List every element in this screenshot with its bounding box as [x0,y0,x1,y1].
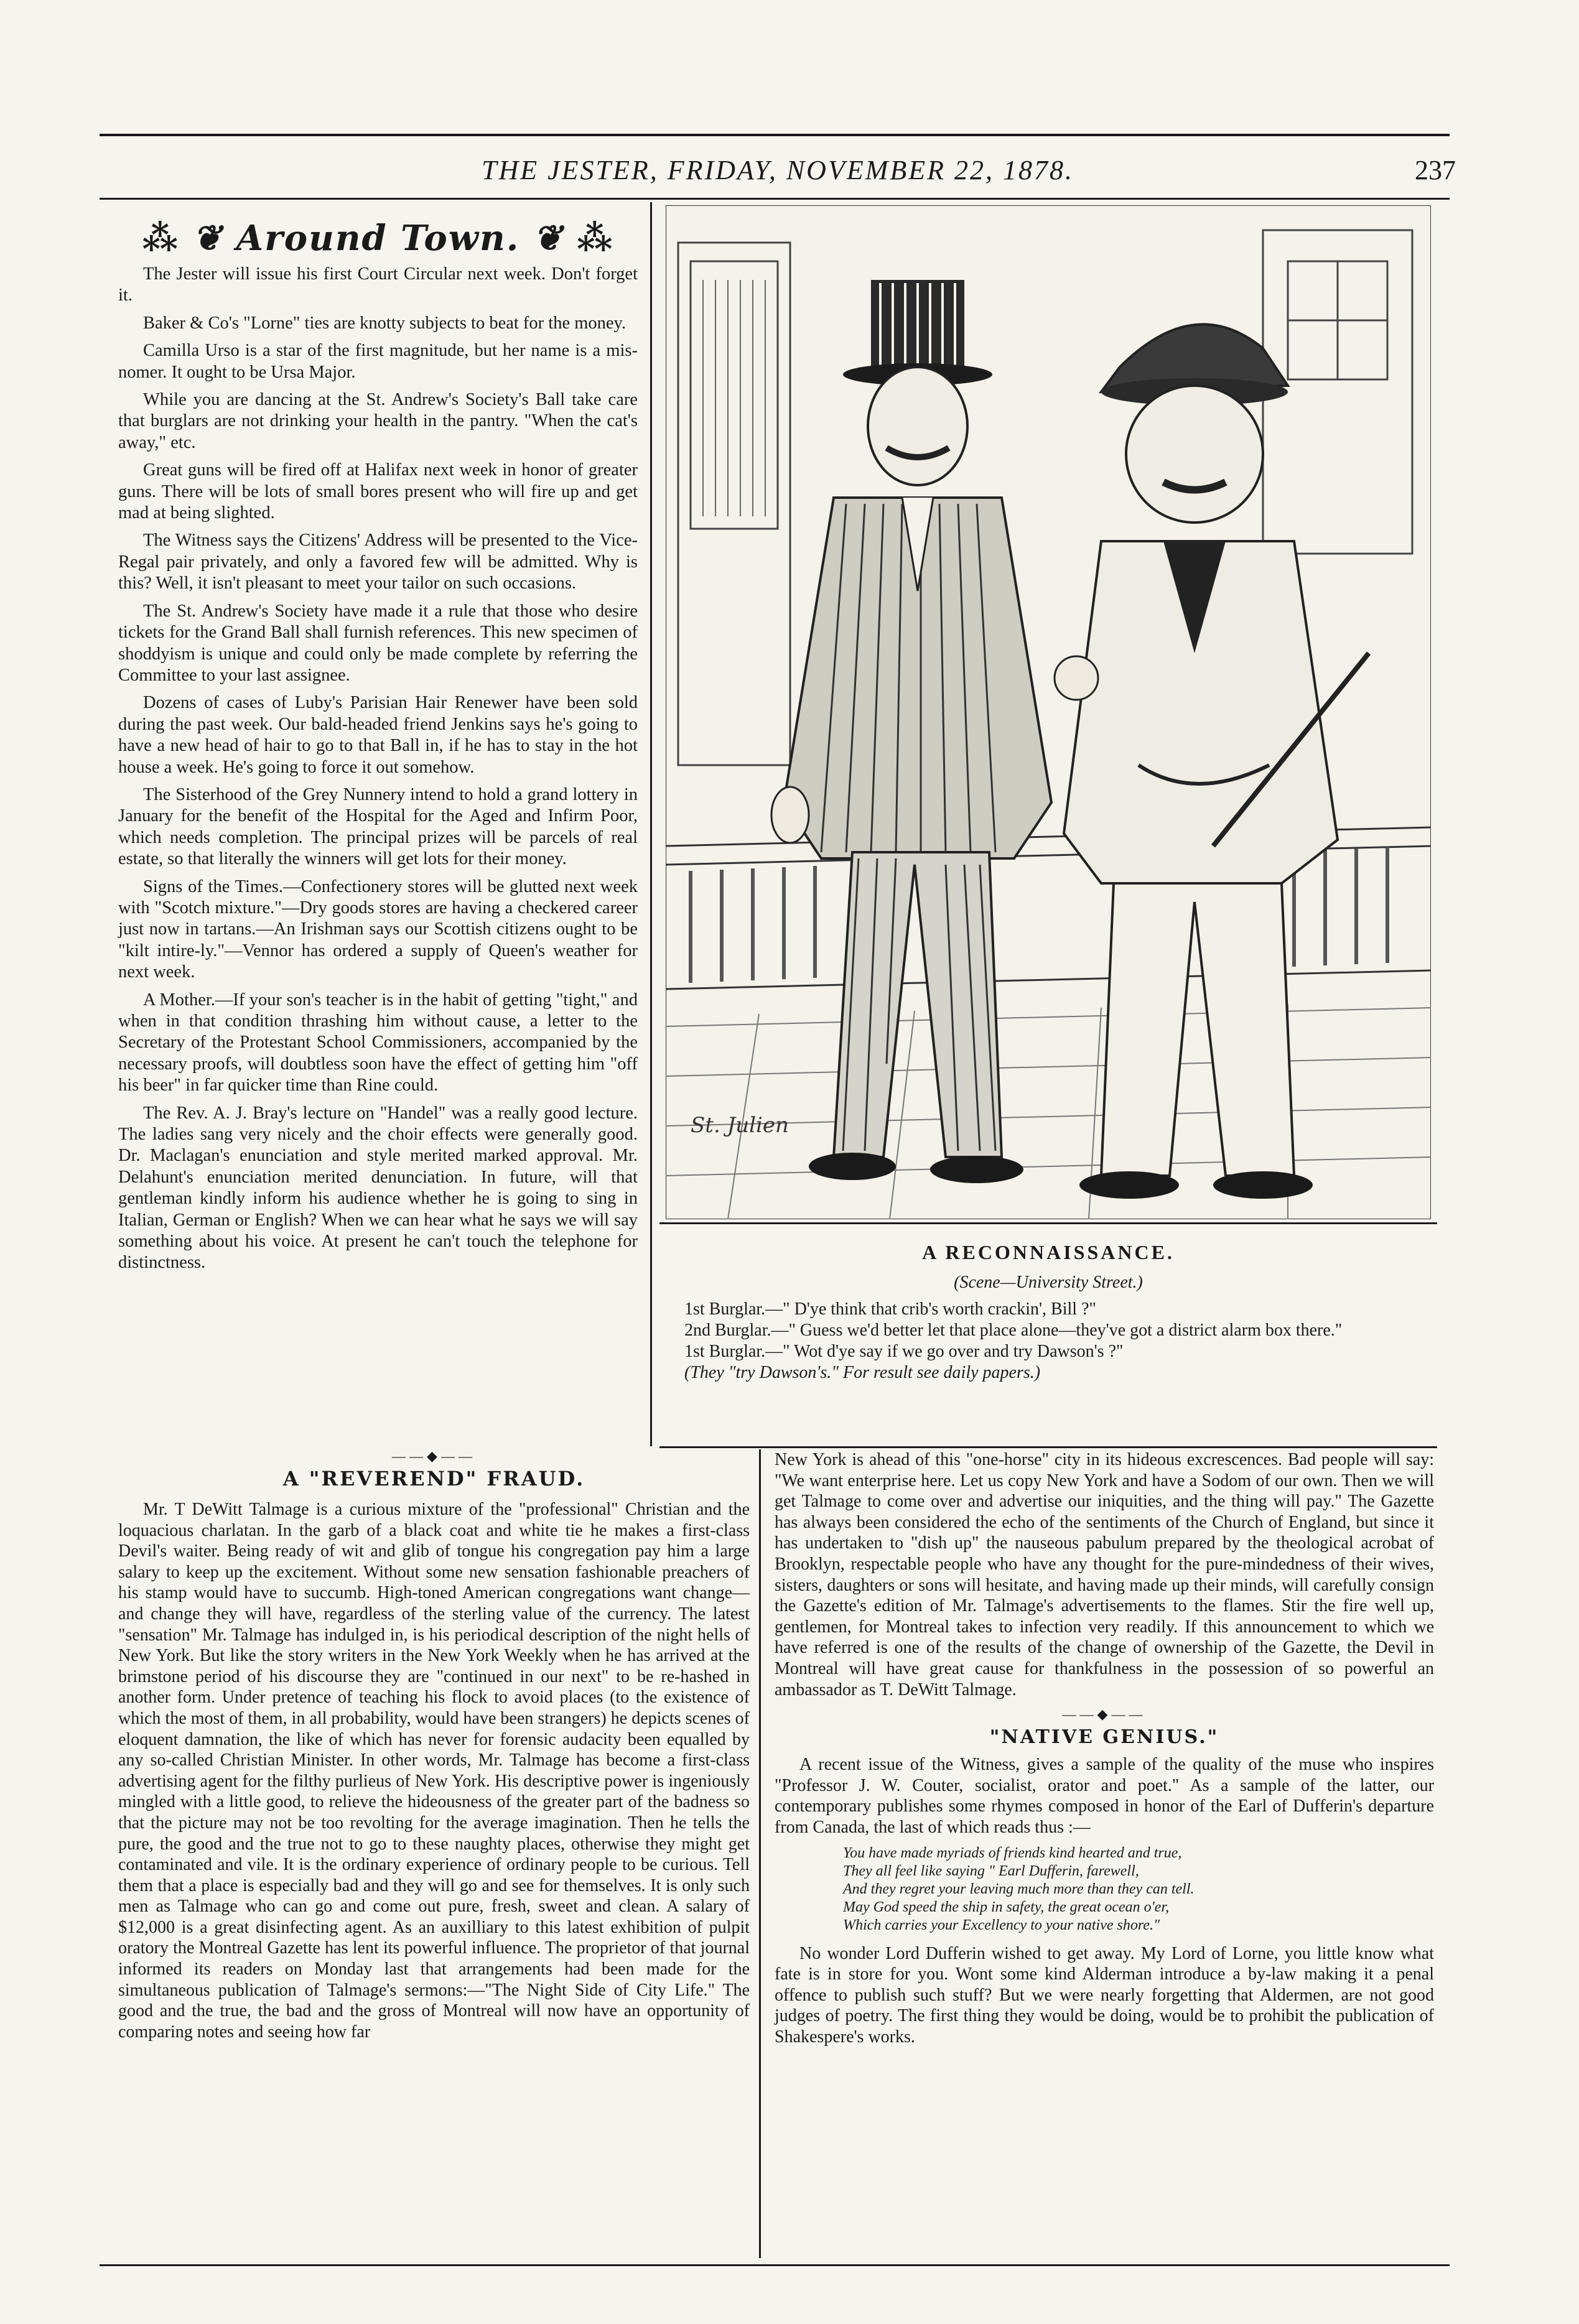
paragraph: Great guns will be fired off at Halifax next week in honor of greater guns. There will be lots of small bores present who will fire up and get mad at being slighted. [118,460,638,523]
cartoon-note: (They "try Dawson's." For result see daily papers.) [684,1363,1041,1382]
paragraph: Camilla Urso is a star of the first magnitude, but her name is a mis-nomer. It ought to be Ursa Major. [118,341,638,382]
continuation-paragraph: New York is ahead of this "one-horse" city in its hideous excrescences. Bad people will say: "We want enterprise here. Let us copy New York and have a Sodom of our own. Then we will get Talmage to come over and advertise our iniquities, and the thing will pay." The Gazette has always been considered the echo of the sentiments of the Church of England, but since it has undertaken to "dish up" the nauseous pabulum prepared by the theological acrobat of Brooklyn, respectable people who have any thought for the pure-mindedness of their wives, sisters, daughters or sons will hesitate, and having made up their minds, will carefully consign the Gazette's edition of Mr. Talmage's advertisements to the flames. Stir the fire well up, gentlemen, for Montreal takes to infection very readily. If this announcement to which we have referred is one of the results of the change of ownership of the Gazette, the Devil in Montreal will have great cause for thankfulness in the possession of so powerful an ambassador as T. DeWitt Talmage. [775,1450,1434,1699]
section-rule [659,1446,1437,1448]
poem-line: They all feel like saying " Earl Dufferin, farewell, [843,1862,1139,1879]
poem-block [843,1844,1434,1935]
dialog-line: 2nd Burglar.—" Guess we'd better let that place alone—they've got a district alarm box there." [684,1321,1343,1340]
paragraph: Dozens of cases of Luby's Parisian Hair Renewer have been sold during the past week. Our bald-headed friend Jenkins says he's going to have a new head of hair to go to that Ball in, if he has to stay in the hot house a week. He's going to force it out somehow. [118,693,638,777]
bottom-border-rule [100,2264,1450,2266]
header-rule [100,198,1450,200]
around-town-title: ⁂ ❦ Around Town. ❦ ⁂ [142,218,614,259]
reverend-fraud-article [118,1448,750,2048]
paragraph: A Mother.—If your son's teacher is in the habit of getting "tight," and when in that condition thrashing him without cause, a letter to the Secretary of the Protestant School Commissioners, accompanied by the necessary proofs, will doubtless soon have the effect of getting him "off his beer" in far quicker time than Rine could. [118,990,638,1095]
around-town-column [118,218,638,1280]
paragraph: Signs of the Times.—Confectionery stores will be glutted next week with "Scotch mixture."—Dry goods stores are having a checkered career just now in tartans.—An Irishman says our Scottish citizens ought to be "kilt intire-ly."—Vennor has ordered a supply of Queen's weather for next week. [118,876,638,982]
paragraph: The Witness says the Citizens' Address will be presented to the Vice-Regal pair privately, and only a favored few will be admitted. Why is this? Well, it isn't pleasant to meet your tailor on such occasions. [118,531,638,593]
cartoon-illustration [666,205,1431,1219]
page-number: 237 [1415,155,1456,185]
upper-column-divider [650,202,652,1446]
cartoon-dialog [659,1299,1437,1383]
cartoon-scene: (Scene—University Street.) [954,1273,1143,1292]
paragraph: Mr. T DeWitt Talmage is a curious mixture of the "professional" Christian and the loquacious charlatan. In the garb of a black coat and white tie he makes a first-class Devil's waiter. Being ready of wit and glib of tongue his congregation pay him a large salary to keep up the excitement. Without some new sensation fashionable preachers of his stamp would have to succumb. High-toned American congregations want change—and change they will have, regardless of the sterling value of the currency. The latest "sensation" Mr. Talmage has indulged in, is his periodical description of the night hells of New York. But like the story writers in the New York Weekly when he has arrived at the brimstone period of his discourse they are "continued in our next" to be re-hashed in another form. Under pretence of teaching his flock to avoid places (to the existence of which the most of them, in all probability, would have been strangers) he depicts scenes of eloquent damnation, the like of which has never for forensic audacity been equalled by any so-called Christian Minister. In other words, Mr. Talmage has become a first-class advertising agent for the filthy purlieus of New York. His descriptive power is ingeniously mingled with a little good, to relieve the hideousness of the greater part of the badness so that the picture may not be too revolting for the average imagination. Then he tells the pure, the good and the true not to go to these naughty places, otherwise they might get contaminated and vile. It is the ordinary experience of ordinary people to be curious. Tell them that a place is especially bad and they will go and see for themselves. It is only such men as Talmage who can go and come out pure, fresh, sweet and clean. A salary of $12,000 is a great disinfecting agent. As an auxilliary to this latest exhibition of pulpit oratory the Montreal Gazette has lent its powerful influence. The proprietor of that journal informed its readers on Monday last that arrangements had been made for the simultaneous publication of Talmage's sermons:—"The Night Side of City Life." The good and the true, the bad and the gross of Montreal will now have an opportunity of comparing notes and seeing how far [118,1500,750,2042]
paragraph: The Jester will issue his first Court Circular next week. Don't forget it. [118,264,638,305]
right-lower-column [775,1449,1434,2053]
running-head [100,154,1456,192]
dash-ornament: ——◆—— [392,1448,476,1464]
cartoon-caption [659,1241,1437,1383]
running-title: THE JESTER, FRIDAY, NOVEMBER 22, 1878. [482,155,1074,185]
dash-ornament: ——◆—— [1062,1706,1147,1722]
dialog-line: 1st Burglar.—" D'ye think that crib's worth crackin', Bill ?" [684,1299,1096,1319]
paragraph: Baker & Co's "Lorne" ties are knotty subjects to beat for the money. [143,313,626,333]
lower-column-divider [759,1449,761,2258]
native-genius-title: "NATIVE GENIUS." [989,1726,1219,1749]
reverend-fraud-title: A "REVEREND" FRAUD. [282,1467,585,1490]
poem-line: Which carries your Excellency to your native shore." [843,1917,1160,1933]
top-border-rule [100,134,1450,136]
paragraph: No wonder Lord Dufferin wished to get away. My Lord of Lorne, you little know what fate is in store for you. Wont some kind Alderman introduce a by-law making it a penal offence to publish such stuff? But we were nearly forgetting that Aldermen, are not good judges of poetry. The first thing they would be doing, would be to prohibit the publication of Shakespere's works. [775,1943,1434,2047]
poem-line: May God speed the ship in safety, the great ocean o'er, [843,1899,1170,1915]
around-town-body [118,264,638,1274]
cartoon-title: A RECONNAISSANCE. [922,1241,1175,1263]
paragraph: While you are dancing at the St. Andrew's Society's Ball take care that burglars are not drinking your health in the pantry. "When the cat's away," etc. [118,390,638,452]
poem-line: You have made myriads of friends kind hearted and true, [843,1844,1182,1861]
ornament-left-icon: ⁂ ❦ [142,218,236,259]
paragraph: The St. Andrew's Society have made it a rule that those who desire tickets for the Grand Ball shall furnish references. This new specimen of shoddyism is unique and could only be made complete by referring the Committee to your last assignee. [118,601,638,685]
paragraph: The Sisterhood of the Grey Nunnery intend to hold a grand lottery in January for the benefit of the Hospital for the Aged and Infirm Poor, which needs completion. The principal prizes will be parcels of real estate, so that literally the winners will get lots for their money. [118,784,638,869]
poem-line: And they regret your leaving much more than they can tell. [843,1880,1195,1897]
paragraph: The Rev. A. J. Bray's lecture on "Handel" was a really good lecture. The ladies sang very nicely and the choir effects were generally good. Dr. Maclagan's enunciation and style merited marked approval. Mr. Delahunt's enunciation merited denunciation. In future, will that gentleman kindly inform his audience whether he is going to sing in Italian, German or English? When we can hear what he says we will say something about his voice. At present he can't touch the telephone for distinctness. [118,1103,638,1273]
artist-signature: St. Julien [691,1113,789,1138]
paragraph: A recent issue of the Witness, gives a sample of the quality of the muse who inspires "Professor J. W. Couter, socialist, orator and poet." As a sample of the latter, our contemporary publishes some rhymes composed in honor of the Earl of Dufferin's departure from Canada, the last of which reads thus :— [775,1755,1434,1837]
illustration-bottom-rule [659,1222,1437,1224]
dialog-line: 1st Burglar.—" Wot d'ye say if we go over and try Dawson's ?" [684,1342,1124,1361]
ornament-right-icon: ❦ ⁂ [519,218,614,259]
